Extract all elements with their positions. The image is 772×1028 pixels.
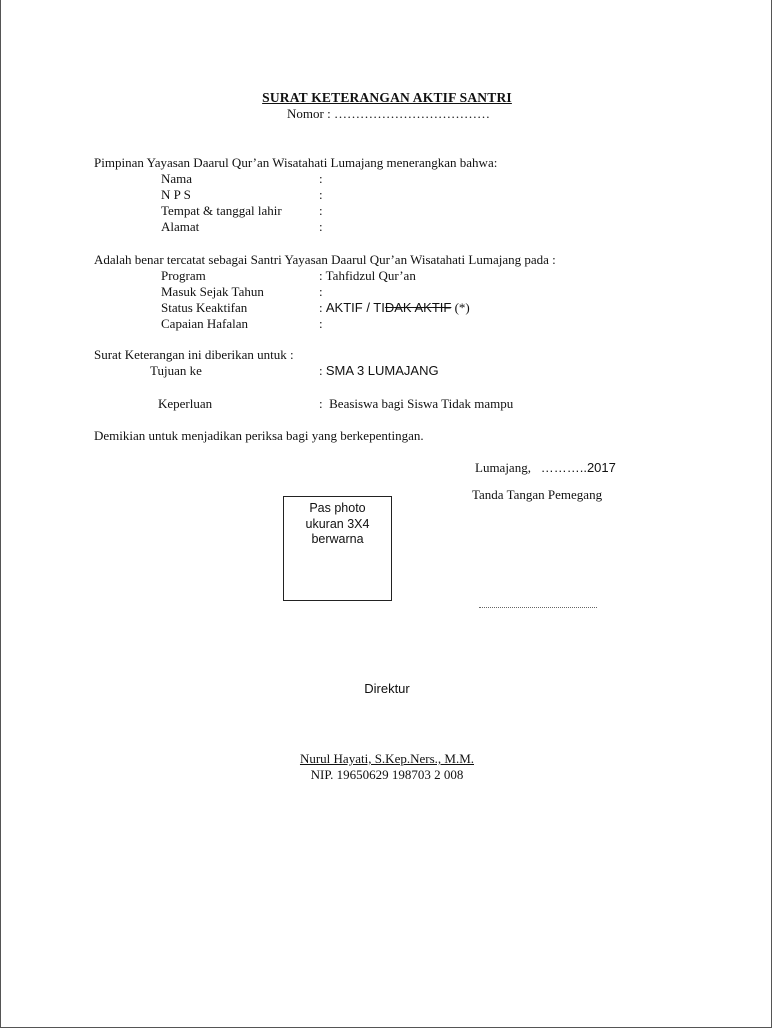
field-label-alamat: Alamat	[161, 219, 200, 234]
status-struck-text: DAK AKTIF	[384, 300, 452, 315]
field-sep: :	[319, 363, 323, 378]
field-sep: :	[319, 219, 323, 234]
photo-text-line: ukuran 3X4	[305, 516, 370, 531]
director-title: Direktur	[364, 681, 410, 696]
date-line	[475, 460, 616, 476]
statement-text: Adalah benar tercatat sebagai Santri Yayasan Daarul Qur’an Wisatahati Lumajang pada :	[94, 252, 556, 267]
director-name: Nurul Hayati, S.Kep.Ners., M.M.	[299, 751, 475, 766]
field-label-nps: N P S	[161, 187, 191, 202]
field-sep: :	[319, 187, 323, 202]
status-active-text: AKTIF / TI	[325, 300, 385, 315]
photo-text-line: Pas photo	[309, 501, 366, 515]
photo-placeholder-box	[283, 496, 392, 601]
intro-text: Pimpinan Yayasan Daarul Qur’an Wisatahati Lumajang menerangkan bahwa:	[94, 155, 498, 170]
field-label-hafalan: Capaian Hafalan	[161, 316, 248, 331]
field-value-tujuan	[319, 363, 439, 379]
field-label-tujuan: Tujuan ke	[150, 363, 202, 378]
field-value-keperluan	[319, 396, 513, 412]
holder-signature-line	[479, 607, 597, 608]
photo-text-line: berwarna	[311, 532, 364, 546]
nomor-label: Nomor :	[287, 106, 331, 121]
field-sep: :	[319, 268, 323, 283]
closing-text: Demikian untuk menjadikan periksa bagi yang berkepentingan.	[94, 428, 424, 443]
field-value-status	[319, 300, 470, 316]
date-place: Lumajang,	[475, 460, 531, 475]
field-sep: :	[319, 284, 323, 299]
field-sep: :	[319, 203, 323, 218]
document-title: SURAT KETERANGAN AKTIF SANTRI	[262, 90, 512, 105]
field-label-masuk: Masuk Sejak Tahun	[161, 284, 264, 299]
tujuan-value: SMA 3 LUMAJANG	[325, 363, 439, 378]
status-note: (*)	[451, 300, 470, 315]
holder-signature-label: Tanda Tangan Pemegang	[472, 487, 603, 502]
nomor-line	[287, 106, 490, 122]
field-label-ttl: Tempat & tanggal lahir	[161, 203, 282, 218]
purpose-intro: Surat Keterangan ini diberikan untuk :	[94, 347, 294, 362]
field-label-nama: Nama	[161, 171, 193, 186]
field-sep: :	[319, 300, 323, 315]
nomor-value: ………………………………	[333, 106, 490, 121]
field-sep: :	[319, 316, 323, 331]
field-value-program	[319, 268, 416, 284]
program-value: Tahfidzul Qur’an	[325, 268, 416, 283]
field-sep: :	[319, 396, 323, 411]
keperluan-value: Beasiswa bagi Siswa Tidak mampu	[329, 396, 514, 411]
director-nip: NIP. 19650629 198703 2 008	[310, 767, 464, 782]
date-value: ………..2017	[540, 460, 616, 475]
field-label-keperluan: Keperluan	[158, 396, 213, 411]
field-sep: :	[319, 171, 323, 186]
field-label-program: Program	[161, 268, 206, 283]
field-label-status: Status Keaktifan	[161, 300, 248, 315]
